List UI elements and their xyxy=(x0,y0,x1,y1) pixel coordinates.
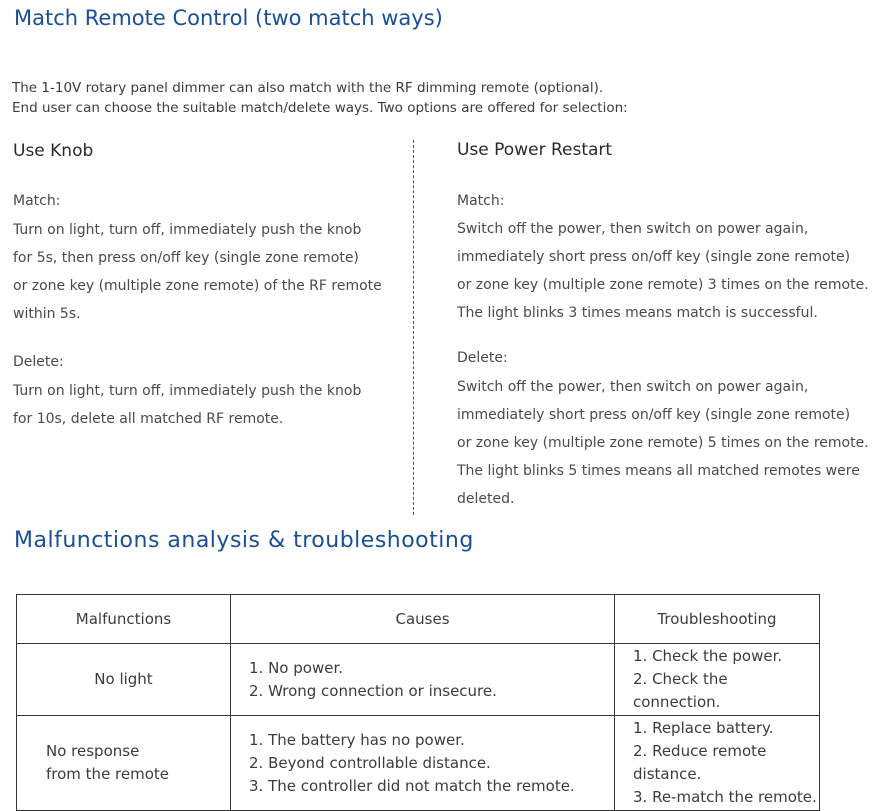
causes-cell xyxy=(231,644,615,716)
intro-text xyxy=(12,78,628,118)
cell-line: 2. Check the connection. xyxy=(633,670,728,711)
cell-line: 1. Check the power. xyxy=(633,647,783,665)
causes-cell xyxy=(231,716,615,811)
cell-line: 2. Beyond controllable distance. xyxy=(249,753,491,772)
text-line: or zone key (multiple zone remote) of the RF remote xyxy=(13,278,382,294)
text-line: or zone key (multiple zone remote) 3 times on the remote. xyxy=(457,277,869,293)
cell-line: 2. Wrong connection or insecure. xyxy=(249,681,497,700)
knob-match-label: Match: xyxy=(13,193,61,209)
text-line: immediately short press on/off key (single zone remote) xyxy=(457,407,851,423)
header-causes: Causes xyxy=(231,595,615,644)
intro-line: The 1-10V rotary panel dimmer can also match with the RF dimming remote (optional). xyxy=(12,80,604,96)
knob-delete-label: Delete: xyxy=(13,354,64,370)
cell-line: from the remote xyxy=(46,765,170,783)
troubleshooting-heading: Malfunctions analysis & troubleshooting xyxy=(14,528,474,553)
header-troubleshooting: Troubleshooting xyxy=(615,595,820,644)
cell-line: No response xyxy=(46,742,140,760)
text-line: The light blinks 5 times means all matched remotes were xyxy=(457,463,860,479)
table-row xyxy=(17,716,820,811)
restart-delete-text xyxy=(457,373,869,513)
cell-line: 1. Replace battery. xyxy=(633,719,774,737)
text-line: for 10s, delete all matched RF remote. xyxy=(13,411,284,427)
troubleshooting-table xyxy=(16,594,820,811)
text-line: or zone key (multiple zone remote) 5 times on the remote. xyxy=(457,435,869,451)
text-line: The light blinks 3 times means match is successful. xyxy=(457,305,818,321)
fixes-cell xyxy=(615,644,820,716)
text-line: deleted. xyxy=(457,491,515,507)
malfunction-cell xyxy=(17,716,231,811)
text-line: immediately short press on/off key (single zone remote) xyxy=(457,249,851,265)
text-line: Turn on light, turn off, immediately push the knob xyxy=(13,222,362,238)
header-malfunctions: Malfunctions xyxy=(17,595,231,644)
cell-line: 2. Reduce remote distance. xyxy=(633,742,767,783)
cell-line: 1. No power. xyxy=(249,658,343,677)
text-line: for 5s, then press on/off key (single zone remote) xyxy=(13,250,359,266)
knob-delete-text xyxy=(13,377,361,433)
restart-match-label: Match: xyxy=(457,193,505,209)
column-divider xyxy=(413,140,414,515)
table-header-row xyxy=(17,595,820,644)
knob-match-text xyxy=(13,216,382,328)
text-line: Switch off the power, then switch on power again, xyxy=(457,221,809,237)
malfunction-cell xyxy=(17,644,231,716)
fixes-cell xyxy=(615,716,820,811)
text-line: Turn on light, turn off, immediately push the knob xyxy=(13,383,362,399)
cell-line: No light xyxy=(94,670,153,688)
cell-line: 3. The controller did not match the remote. xyxy=(249,776,575,795)
restart-match-text xyxy=(457,215,869,327)
text-line: within 5s. xyxy=(13,306,81,322)
cell-line: 1. The battery has no power. xyxy=(249,730,465,749)
table-row xyxy=(17,644,820,716)
text-line: Switch off the power, then switch on power again, xyxy=(457,379,809,395)
restart-delete-label: Delete: xyxy=(457,350,508,366)
knob-title: Use Knob xyxy=(13,141,94,161)
intro-line: End user can choose the suitable match/delete ways. Two options are offered for selection: xyxy=(12,100,628,116)
page-title: Match Remote Control (two match ways) xyxy=(14,6,443,30)
cell-line: 3. Re-match the remote. xyxy=(633,788,817,806)
restart-title: Use Power Restart xyxy=(457,140,613,160)
